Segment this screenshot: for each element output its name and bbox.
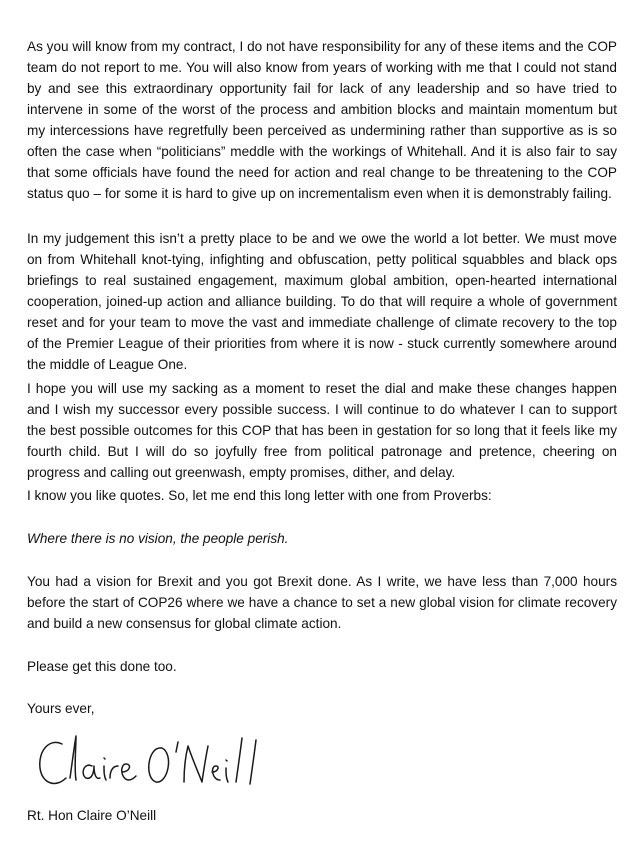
paragraph-brexit: You had a vision for Brexit and you got Brexit done. As I write, we have less than 7,000 hours before the start of COP26 where we have a chance to set a new global vision for climate recovery and build a new consensus for global climate action. — [27, 574, 617, 631]
paragraph-judgement: In my judgement this isn’t a pretty place to be and we owe the world a lot better. We must move on from Whitehall knot-tying, infighting and obfuscation, petty political squabbles and black ops briefings to real sustained engagement, maximum global ambition, open-hearted international cooperation, joined-up action and alliance building. To do that will require a whole of government reset and for your team to move the vast and immediate challenge of climate recovery to the top of the Premier League of their priorities from where it is now - stuck currently somewhere around the middle of League One. — [27, 231, 617, 372]
paragraph-closing-request: Please get this done too. — [27, 659, 177, 674]
handwritten-signature — [36, 728, 276, 794]
proverbs-quote: Where there is no vision, the people perish. — [27, 531, 289, 546]
paragraph-sacking: I hope you will use my sacking as a moment to reset the dial and make these changes happen and I wish my successor every possible success. I will continue to do whatever I can to support the best possible outcomes for this COP that has been in gestation for so long that it feels like my fourth child. But I will do so joyfully free from political patronage and pretence, cheering on progress and calling out greenwash, empty promises, dither, and delay. — [27, 381, 617, 480]
paragraph-quotes-intro: I know you like quotes. So, let me end this long letter with one from Proverbs: — [27, 488, 492, 503]
signatory-name: Rt. Hon Claire O’Neill — [27, 808, 157, 823]
valediction: Yours ever, — [27, 701, 95, 716]
paragraph-contract: As you will know from my contract, I do not have responsibility for any of these items and the COP team do not report to me. You will also know from years of working with me that I could not stand by and see this extraordinary opportunity fail for lack of any leadership and so have tried to intervene in some of the worst of the process and ambition blocks and maintain momentum but my intercessions have regretfully been perceived as undermining rather than supportive as is so often the case when “politicians” meddle with the workings of Whitehall. And it is also fair to say that some officials have found the need for action and real change to be threatening to the COP status quo – for some it is hard to give up on incrementalism even when it is demonstrably failing. — [27, 39, 617, 201]
